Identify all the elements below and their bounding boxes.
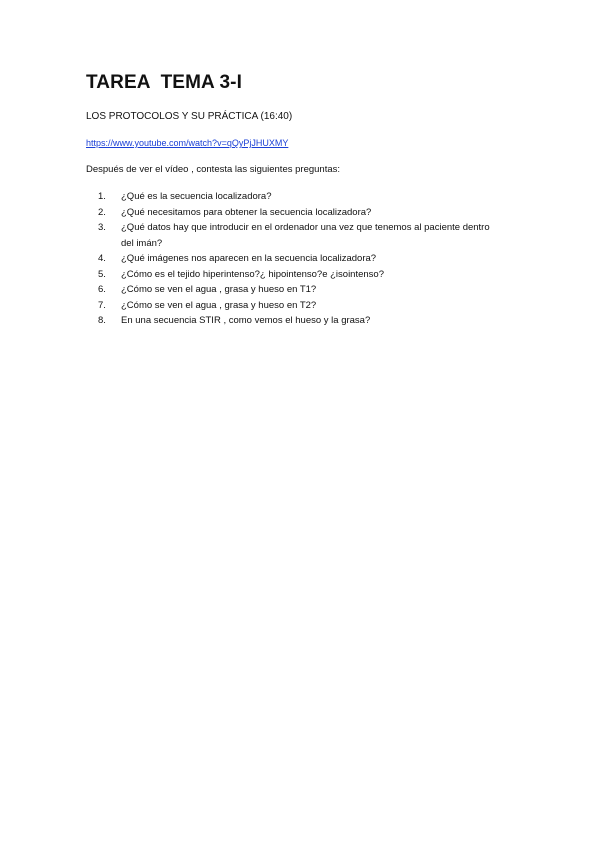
list-item — [98, 251, 498, 267]
list-item — [98, 220, 498, 251]
list-item — [98, 205, 498, 221]
list-item-number: 8. — [98, 315, 106, 326]
question-list — [98, 189, 498, 329]
list-item-number: 4. — [98, 253, 106, 264]
list-item-text: ¿Qué datos hay que introducir en el ordenador una vez que tenemos al paciente dentro del imán? — [121, 222, 490, 249]
list-item-text: ¿Cómo es el tejido hiperintenso?¿ hipointenso?e ¿isointenso? — [121, 268, 384, 280]
list-item-text: ¿Qué imágenes nos aparecen en la secuencia localizadora? — [121, 253, 377, 264]
list-item-number: 3. — [98, 222, 106, 233]
list-item-number: 7. — [98, 299, 106, 311]
list-item-text: ¿Qué es la secuencia localizadora? — [121, 191, 272, 202]
page-title: TAREA TEMA 3-I — [86, 72, 242, 93]
intro-text: Después de ver el vídeo , contesta las siguientes preguntas: — [86, 164, 341, 175]
video-link[interactable]: https://www.youtube.com/watch?v=qQyPjJHUXMY — [86, 138, 289, 148]
list-item — [98, 298, 498, 314]
list-item-number: 1. — [98, 191, 106, 202]
list-item-text: ¿Cómo se ven el agua , grasa y hueso en T2? — [121, 299, 317, 311]
list-item-text: ¿Cómo se ven el agua , grasa y hueso en T1? — [121, 284, 317, 295]
list-item-text: ¿Qué necesitamos para obtener la secuencia localizadora? — [121, 206, 372, 218]
page-subtitle: LOS PROTOCOLOS Y SU PRÁCTICA (16:40) — [86, 111, 293, 122]
list-item — [98, 313, 498, 329]
list-item — [98, 282, 498, 298]
list-item — [98, 189, 498, 205]
list-item — [98, 267, 498, 283]
list-item-number: 2. — [98, 206, 106, 218]
list-item-number: 6. — [98, 284, 106, 295]
list-item-text: En una secuencia STIR , como vemos el hueso y la grasa? — [121, 315, 371, 326]
list-item-number: 5. — [98, 268, 106, 280]
